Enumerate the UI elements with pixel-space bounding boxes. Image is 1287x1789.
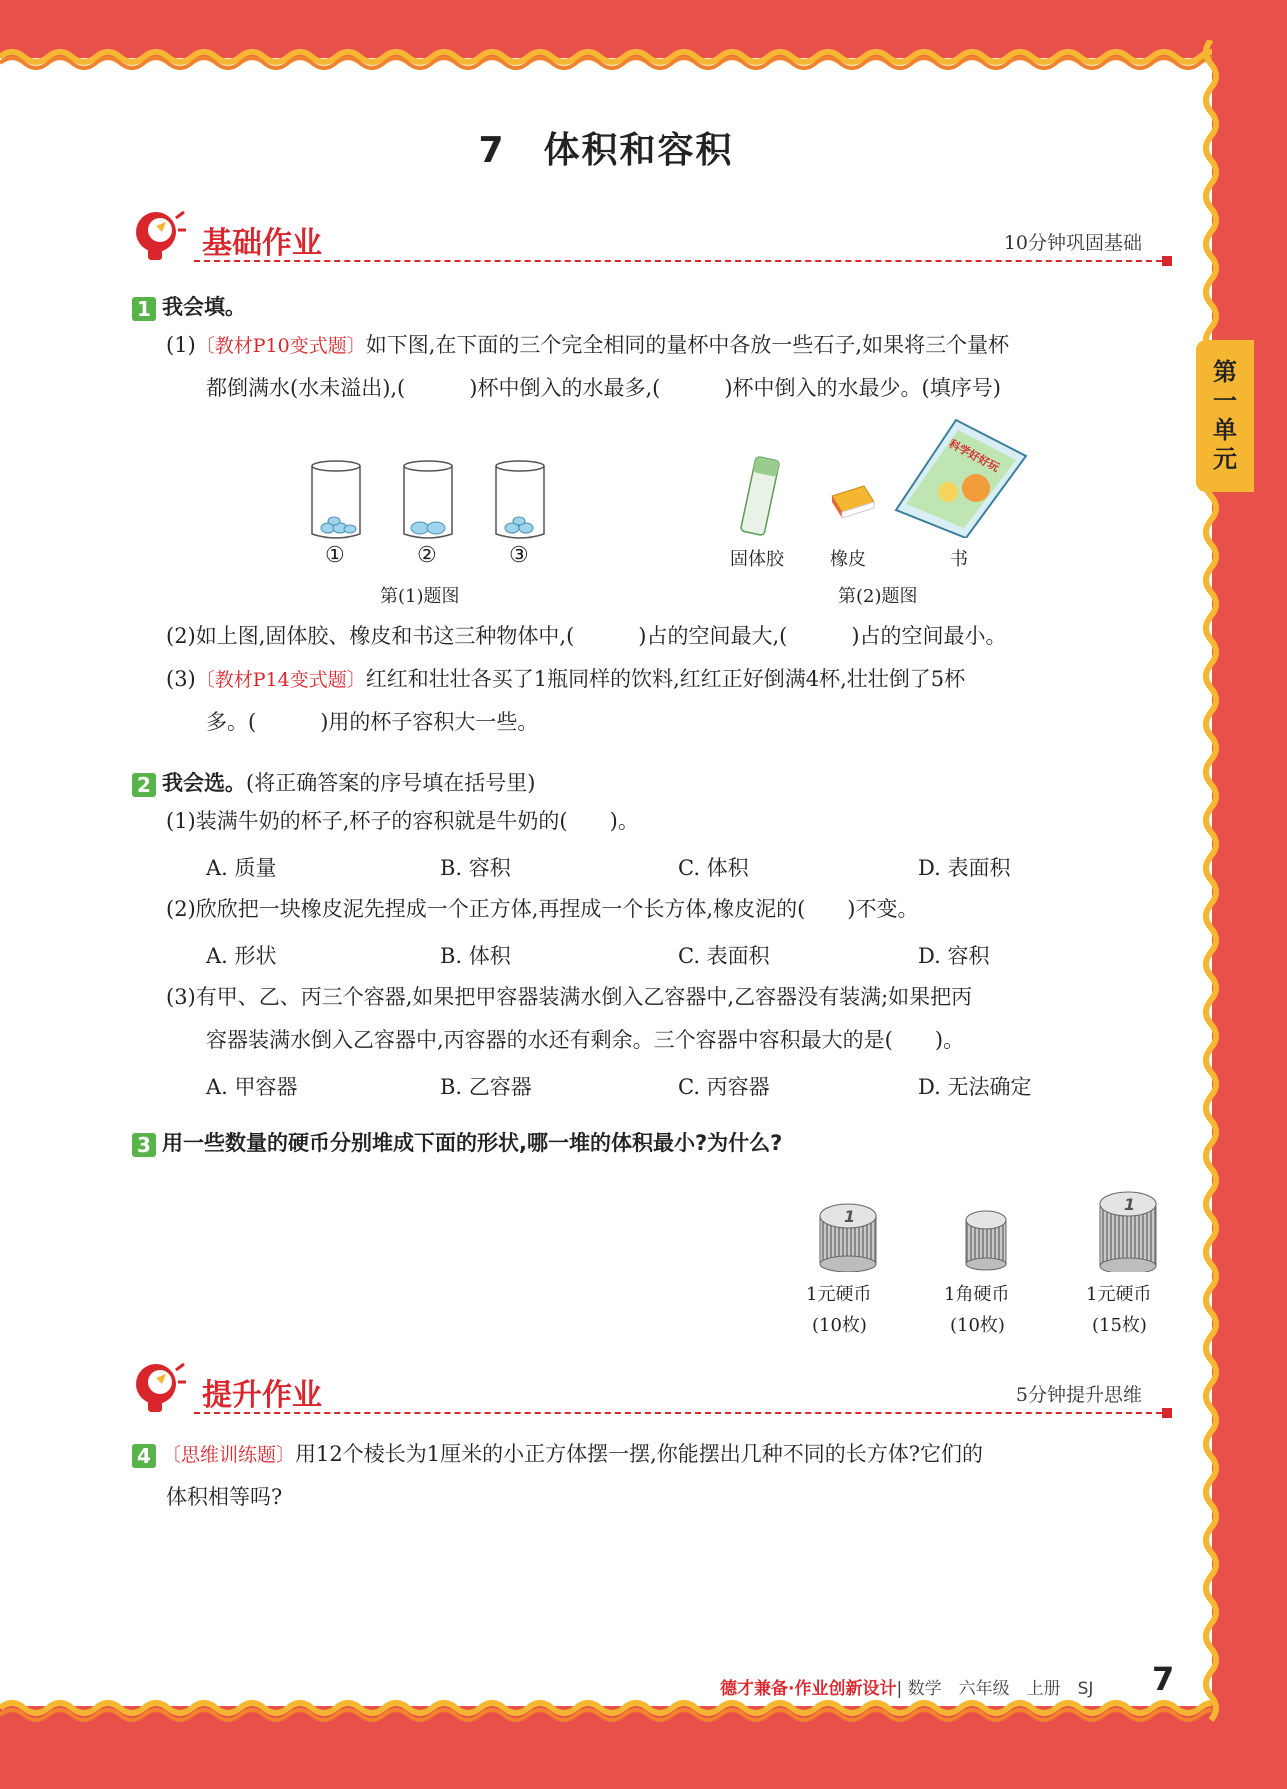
coin-stack-1-count: (10枚) [812,1315,867,1336]
q2-part3-text-b2: )。 [934,1028,965,1052]
q1-part3-line2 [206,707,538,737]
q1-part3-line1 [166,664,965,695]
measuring-cup-2 [404,461,452,538]
question-4-line2: 体积相等吗? [166,1485,283,1509]
q2-part2-option-b[interactable]: B. 体积 [440,944,511,968]
q2-part3-option-a[interactable]: A. 甲容器 [206,1075,298,1099]
coin-stack-2-count: (10枚) [950,1315,1005,1336]
question-1-heading [132,291,246,321]
chapter-title: 7 体积和容积 [478,130,734,171]
figure-1-caption: 第(1)题图 [380,586,460,607]
q2-part1-text-a: (1)装满牛奶的杯子,杯子的容积就是牛奶的( [166,809,568,833]
section-advanced-note: 5分钟提升思维 [1015,1384,1142,1406]
question-4-text: 用12个棱长为1厘米的小正方体摆一摆,你能摆出几种不同的长方体?它们的 [295,1442,984,1466]
q2-part2-option-c[interactable]: C. 表面积 [678,944,770,968]
q2-part3-line2 [206,1025,964,1055]
label-eraser: 橡皮 [830,549,866,570]
section-divider [194,1412,1172,1414]
q1-part3-text: 红红和壮壮各买了1瓶同样的饮料,红红正好倒满4杯,壮壮倒了5杯 [365,667,966,691]
footer [720,1674,1093,1699]
q2-part2-text-a: (2)欣欣把一块橡皮泥先捏成一个正方体,再捏成一个长方体,橡皮泥的( [166,897,806,921]
section-advanced-header [132,1360,1172,1418]
label-glue-stick: 固体胶 [730,549,784,570]
divider-end-mark [1162,256,1172,266]
q2-part3-text-b1: 容器装满水倒入乙容器中,丙容器的水还有剩余。三个容器中容积最大的是( [206,1028,893,1052]
book-cover-title: 科学好好玩 [946,437,1002,475]
section-divider [194,260,1172,262]
glue-stick-icon [740,456,779,535]
footer-meta: | 数学 六年级 上册 SJ [896,1679,1094,1699]
top-wave-border [0,44,1212,70]
footer-brand: 德才兼备·作业创新设计 [720,1679,897,1699]
section-basic-label: 基础作业 [202,226,322,261]
section-basic-header [132,208,1172,266]
q1-part1-text: 如下图,在下面的三个完全相同的量杯中各放一些石子,如果将三个量杯 [365,333,1010,357]
q2-part1-option-c[interactable]: C. 体积 [678,856,749,880]
q1-part2-line [166,621,1007,651]
q2-part2-line [166,894,919,924]
q1-part1-tag: 〔教材P10变式题〕 [195,335,366,357]
q1-part2-text-c: )占的空间最小。 [851,624,1007,648]
coin-stack-2 [966,1211,1006,1270]
page-number: 7 [1152,1660,1175,1698]
measuring-cup-1 [312,461,360,538]
section-advanced-label: 提升作业 [202,1378,322,1413]
q2-part2-option-a[interactable]: A. 形状 [206,944,277,968]
unit-tab-label: 第一单元 [1213,358,1237,473]
coin-stack-1-name: 1元硬币 [806,1284,872,1305]
q1-part1-text-b1: 都倒满水(水未溢出),( [206,376,406,400]
q2-part1-text-b: )。 [609,809,639,833]
question-2-heading [132,767,535,797]
cup-label-3: ③ [509,543,529,568]
q1-part2-text-a: (2)如上图,固体胶、橡皮和书这三种物体中,( [166,624,575,648]
q2-part1-option-a[interactable]: A. 质量 [206,856,277,880]
question-number-badge: 1 [132,297,156,321]
q1-part3-text-b1: 多。( [206,710,257,734]
q1-part2-text-b: )占的空间最大,( [638,624,788,648]
right-wave-border [1198,40,1224,1730]
question-1-title: 我会填。 [162,295,246,319]
cup-label-2: ② [417,543,437,568]
question-4-line1 [132,1439,983,1470]
cup-label-1: ① [325,543,345,568]
question-number-badge: 2 [132,773,156,797]
q2-part1-line [166,806,639,836]
figure-2-caption: 第(2)题图 [838,586,918,607]
q1-part1-line2 [206,373,1001,403]
question-2-instructions: (将正确答案的序号填在括号里) [246,771,536,795]
coin-stack-3 [1100,1192,1156,1272]
q1-part1-prefix: (1) [166,333,196,357]
lamp-logo-icon [132,1360,186,1414]
q1-part1-line1 [166,330,1009,361]
q2-part1-option-b[interactable]: B. 容积 [440,856,511,880]
lamp-logo-icon [132,208,186,262]
q2-part3-option-d[interactable]: D. 无法确定 [918,1075,1032,1099]
q2-part2-text-b: )不变。 [847,897,919,921]
q1-part3-prefix: (3) [166,667,196,691]
q1-part3-text-b2: )用的杯子容积大一些。 [320,710,539,734]
measuring-cups-figure [300,458,560,548]
q1-part1-text-b2: )杯中倒入的水最多,( [469,376,661,400]
question-4-tag: 〔思维训练题〕 [162,1444,296,1466]
objects-figure [740,418,1030,538]
coin-stack-3-name: 1元硬币 [1086,1284,1152,1305]
bottom-wave-border [0,1700,1212,1726]
question-3-heading [132,1127,782,1157]
q2-part1-option-d[interactable]: D. 表面积 [918,856,1011,880]
q2-part3-line1: (3)有甲、乙、丙三个容器,如果把甲容器装满水倒入乙容器中,乙容器没有装满;如果把丙 [166,985,973,1009]
q1-part1-text-b3: )杯中倒入的水最少。(填序号) [724,376,1001,400]
q2-part3-option-c[interactable]: C. 丙容器 [678,1075,770,1099]
question-3-title: 用一些数量的硬币分别堆成下面的形状,哪一堆的体积最小?为什么? [162,1131,783,1155]
coin-stack-3-count: (15枚) [1092,1315,1147,1336]
coin-stack-2-name: 1角硬币 [944,1284,1010,1305]
book-icon [896,420,1026,538]
eraser-icon [832,486,874,518]
question-number-badge: 4 [132,1444,156,1468]
q2-part3-option-b[interactable]: B. 乙容器 [440,1075,532,1099]
coin-stack-1 [820,1204,876,1272]
q2-part2-option-d[interactable]: D. 容积 [918,944,990,968]
measuring-cup-3 [496,461,544,538]
coin-face-label: 1 [844,1207,856,1226]
question-2-title: 我会选。 [162,771,246,795]
q1-part3-tag: 〔教材P14变式题〕 [195,669,366,691]
divider-end-mark [1162,1408,1172,1418]
question-number-badge: 3 [132,1133,156,1157]
coin-face-label: 1 [1124,1195,1136,1214]
coin-stacks-figure [810,1182,1180,1272]
label-book: 书 [950,549,968,570]
section-basic-note: 10分钟巩固基础 [1003,232,1142,254]
